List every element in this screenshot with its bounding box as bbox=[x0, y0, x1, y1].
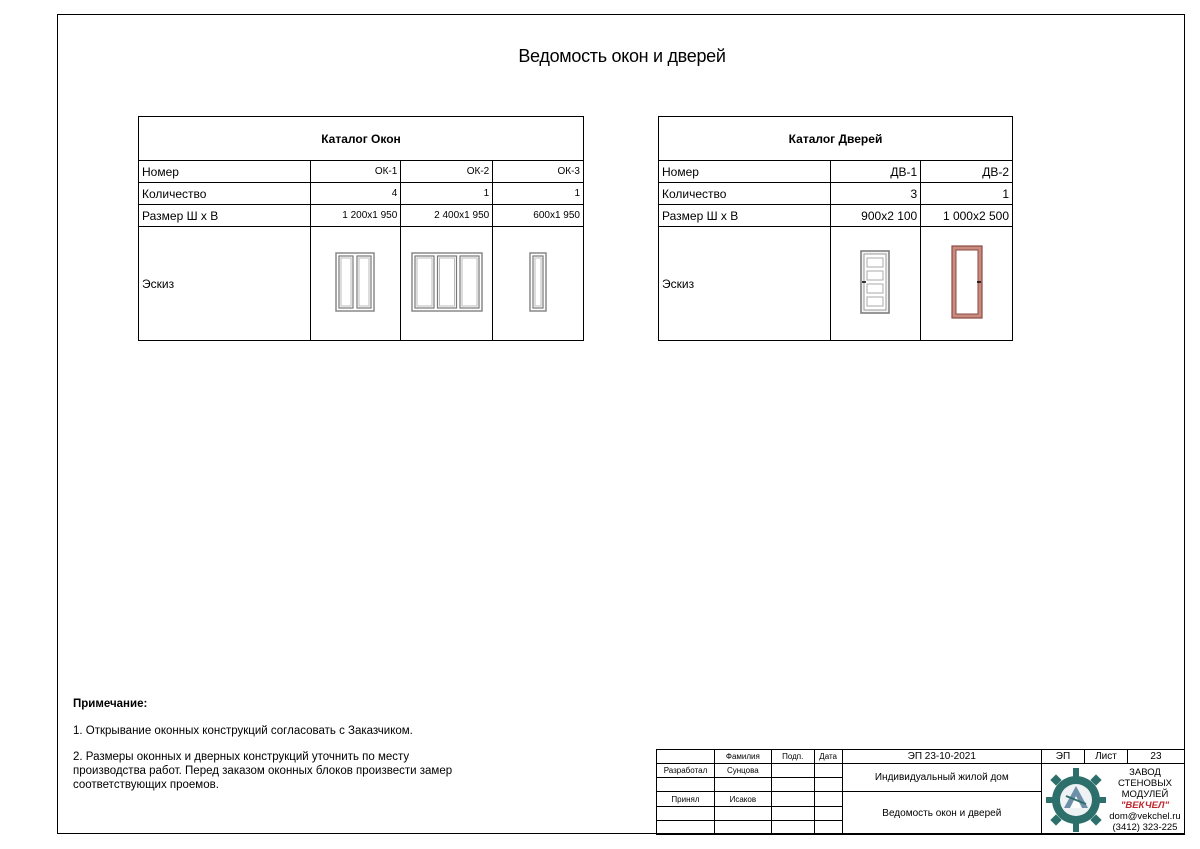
developed-label: Разработал bbox=[657, 764, 715, 778]
company-block bbox=[1041, 764, 1184, 835]
row-label-count: Количество bbox=[659, 183, 831, 205]
door-sketch-dv1 bbox=[830, 227, 921, 341]
note-item: 1. Открывание оконных конструкций согласовать с Заказчиком. bbox=[73, 725, 413, 737]
window-size: 2 400x1 950 bbox=[401, 205, 493, 227]
door-sketch-dv2 bbox=[921, 227, 1013, 341]
company-logo-icon bbox=[1044, 766, 1108, 834]
sheet-number: 23 bbox=[1127, 750, 1184, 764]
window-sketch-icon bbox=[335, 252, 375, 312]
window-sketch-icon bbox=[529, 252, 547, 312]
door-size: 1 000x2 500 bbox=[921, 205, 1013, 227]
company-brand: "ВЕКЧЕЛ" bbox=[1120, 800, 1170, 811]
notes-heading: Примечание: bbox=[73, 698, 148, 710]
doors-catalog-title: Каталог Дверей bbox=[659, 117, 1013, 161]
doc-code: ЭП 23-10-2021 bbox=[842, 750, 1041, 764]
company-line: ЗАВОД bbox=[1129, 767, 1161, 778]
note-item: производства работ. Перед заказом оконных блоков произвести замер bbox=[73, 765, 453, 777]
window-id: ОК-2 bbox=[401, 161, 493, 183]
row-label-count: Количество bbox=[139, 183, 311, 205]
developed-name: Сунцова bbox=[714, 764, 771, 778]
note-item: соответствующих проемов. bbox=[73, 779, 219, 791]
title-block bbox=[656, 749, 1185, 835]
window-count: 4 bbox=[310, 183, 401, 205]
window-id: ОК-3 bbox=[493, 161, 584, 183]
door-sketch-icon bbox=[860, 250, 890, 314]
header-surname: Фамилия bbox=[714, 750, 771, 764]
page-title: Ведомость окон и дверей bbox=[518, 46, 726, 66]
row-label-size: Размер Ш х В bbox=[139, 205, 311, 227]
note-item: 2. Размеры оконных и дверных конструкций уточнить по месту bbox=[73, 751, 410, 763]
project-name: Индивидуальный жилой дом bbox=[842, 764, 1041, 792]
notes-block bbox=[73, 697, 452, 792]
header-sign: Подп. bbox=[771, 750, 814, 764]
door-count: 3 bbox=[830, 183, 921, 205]
window-sketch-ok2 bbox=[401, 227, 493, 341]
company-email: dom@vekchel.ru bbox=[1109, 811, 1181, 822]
row-label-number: Номер bbox=[139, 161, 311, 183]
window-count: 1 bbox=[401, 183, 493, 205]
door-count: 1 bbox=[921, 183, 1013, 205]
door-id: ДВ-2 bbox=[921, 161, 1013, 183]
row-label-sketch: Эскиз bbox=[659, 227, 831, 341]
row-label-size: Размер Ш х В bbox=[659, 205, 831, 227]
row-label-sketch: Эскиз bbox=[139, 227, 311, 341]
doors-catalog-table bbox=[658, 116, 1013, 341]
door-size: 900x2 100 bbox=[830, 205, 921, 227]
accepted-name: Исаков bbox=[714, 792, 771, 807]
company-line: СТЕНОВЫХ bbox=[1117, 778, 1172, 789]
window-size: 600x1 950 bbox=[493, 205, 584, 227]
accepted-label: Принял bbox=[657, 792, 715, 807]
sheet-label: Лист bbox=[1084, 750, 1127, 764]
company-phone: (3412) 323-225 bbox=[1112, 822, 1178, 833]
window-count: 1 bbox=[493, 183, 584, 205]
company-line: МОДУЛЕЙ bbox=[1121, 789, 1169, 800]
door-id: ДВ-1 bbox=[830, 161, 921, 183]
window-size: 1 200x1 950 bbox=[310, 205, 401, 227]
window-sketch-icon bbox=[411, 252, 483, 312]
row-label-number: Номер bbox=[659, 161, 831, 183]
sheet-title: Ведомость окон и дверей bbox=[842, 792, 1041, 835]
windows-catalog-table bbox=[138, 116, 584, 341]
windows-catalog-title: Каталог Окон bbox=[139, 117, 584, 161]
window-sketch-ok1 bbox=[310, 227, 401, 341]
window-sketch-ok3 bbox=[493, 227, 584, 341]
header-date: Дата bbox=[814, 750, 842, 764]
window-id: ОК-1 bbox=[310, 161, 401, 183]
stage: ЭП bbox=[1041, 750, 1084, 764]
door-sketch-icon bbox=[951, 245, 983, 319]
